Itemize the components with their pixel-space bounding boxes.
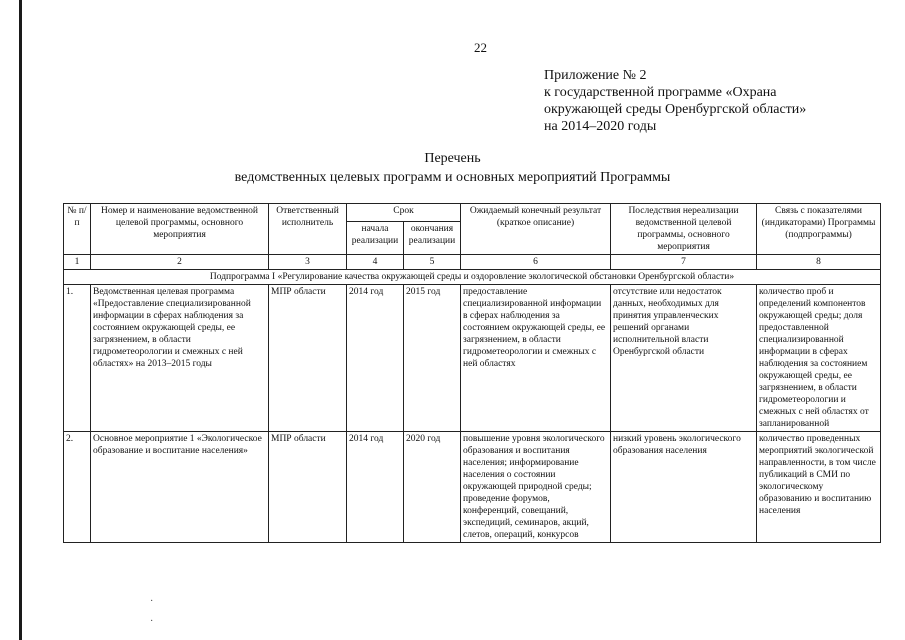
header-result: Ожидаемый конечный результат (краткое описание) <box>461 204 611 255</box>
column-number: 5 <box>404 255 461 270</box>
row-start: 2014 год <box>347 285 404 432</box>
table-row <box>64 285 881 432</box>
header-link: Связь с показателями (индикаторами) Программы (подпрограммы) <box>757 204 881 255</box>
column-number: 4 <box>347 255 404 270</box>
appendix-line: окружающей среды Оренбургской области» <box>544 102 807 117</box>
header-term-end: окончания реализации <box>404 222 461 255</box>
appendix-line: Приложение № 2 <box>544 68 647 83</box>
column-numbers-row <box>64 255 881 270</box>
header-num: № п/п <box>64 204 91 255</box>
column-number: 2 <box>91 255 269 270</box>
appendix-header <box>544 67 806 135</box>
row-result: предоставление специализированной информации в сферах наблюдения за состоянием окружающей среды, ее загрязнением, в области гидрометеорологии и смежных с ней областях <box>461 285 611 432</box>
row-link: количество проб и определений компонентов окружающей среды; доля предоставленной специализированной информации в сферах наблюдения за состоянием окружающей среды, ее загрязнением, в области гидрометеорологии и смежных с ней областях от запланированной <box>757 285 881 432</box>
row-name: Ведомственная целевая программа «Предоставление специализированной информации в сферах наблюдения за состоянием окружающей среды, ее загрязнением, в области гидрометеорологии и смежных с ней областях» на 2013–2015 годы <box>91 285 269 432</box>
column-number: 3 <box>269 255 347 270</box>
page-edge-shadow <box>19 0 22 640</box>
row-start: 2014 год <box>347 432 404 543</box>
header-name: Номер и наименование ведомственной целевой программы, основного мероприятия <box>91 204 269 255</box>
row-num: 1. <box>64 285 91 432</box>
scan-artifact-dots: · · <box>150 596 154 627</box>
programs-table <box>63 203 881 543</box>
row-name: Основное мероприятие 1 «Экологическое образование и воспитание населения» <box>91 432 269 543</box>
column-number: 6 <box>461 255 611 270</box>
subprogram-row <box>64 270 881 285</box>
header-term: Срок <box>347 204 461 222</box>
table-row <box>64 432 881 543</box>
header-executor: Ответственный исполнитель <box>269 204 347 255</box>
row-end: 2015 год <box>404 285 461 432</box>
appendix-line: на 2014–2020 годы <box>544 119 657 134</box>
page-number: 22 <box>474 40 487 55</box>
row-result: повышение уровня экологического образования и воспитания населения; информирование населения о состоянии окружающей природной среды; проведение форумов, конференций, совещаний, экспедиций, семинаров, акций, слетов, операций, конкурсов <box>461 432 611 543</box>
column-number: 1 <box>64 255 91 270</box>
column-number: 7 <box>611 255 757 270</box>
row-consequences: низкий уровень экологического образования населения <box>611 432 757 543</box>
header-consequences: Последствия нереализации ведомственной целевой программы, основного мероприятия <box>611 204 757 255</box>
column-number: 8 <box>757 255 881 270</box>
row-executor: МПР области <box>269 432 347 543</box>
row-end: 2020 год <box>404 432 461 543</box>
document-title: Перечень <box>424 151 481 166</box>
header-row <box>64 204 881 222</box>
document-subtitle: ведомственных целевых программ и основных мероприятий Программы <box>234 170 671 185</box>
subprogram-title: Подпрограмма I «Регулирование качества окружающей среды и оздоровление экологической обстановки Оренбургской области» <box>64 270 881 285</box>
row-num: 2. <box>64 432 91 543</box>
appendix-line: к государственной программе «Охрана <box>544 85 777 100</box>
row-executor: МПР области <box>269 285 347 432</box>
row-consequences: отсутствие или недостаток данных, необходимых для принятия управленческих решений органами исполнительной власти Оренбургской области <box>611 285 757 432</box>
header-term-start: начала реализации <box>347 222 404 255</box>
row-link: количество проведенных мероприятий экологической направленности, в том числе публикаций в СМИ по экологическому образованию и воспитанию населения <box>757 432 881 543</box>
